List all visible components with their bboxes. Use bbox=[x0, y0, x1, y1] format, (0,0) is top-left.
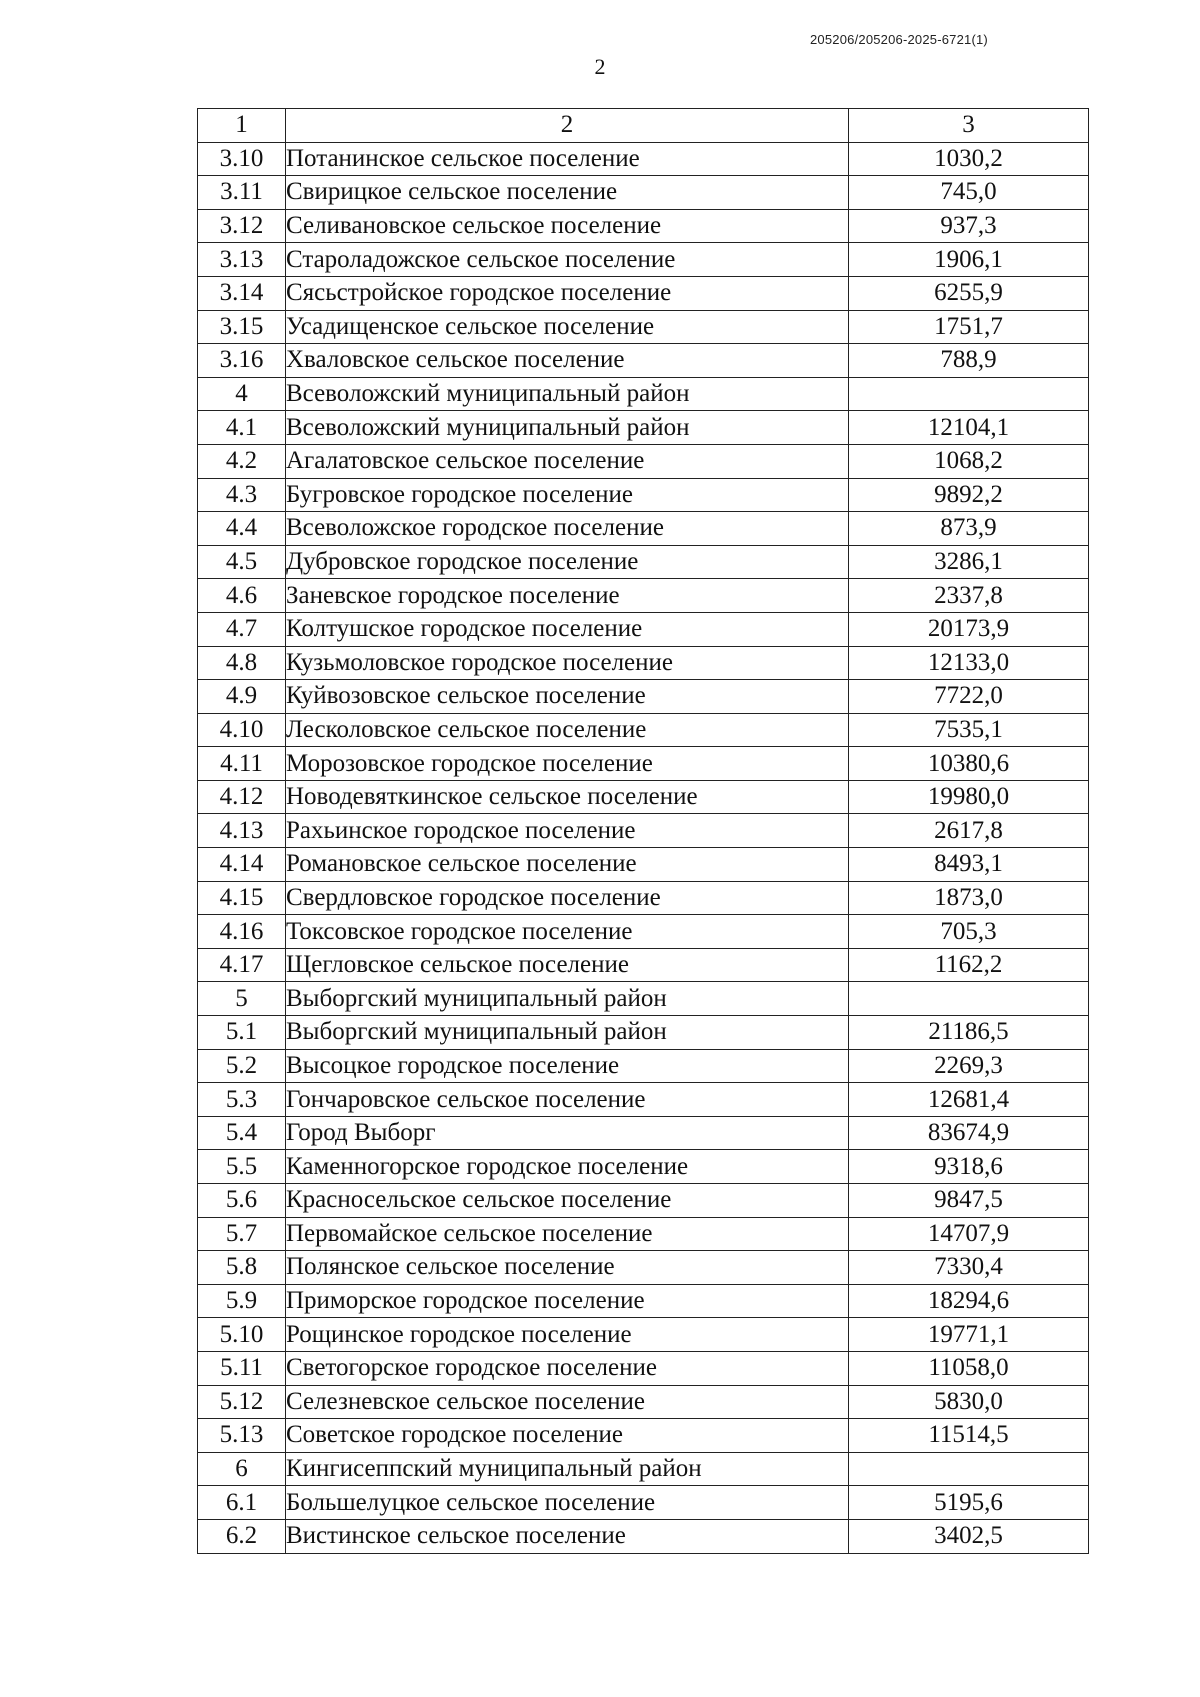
row-name-cell: Город Выборг bbox=[286, 1116, 849, 1150]
table-row bbox=[198, 1318, 1089, 1352]
row-name-cell: Лесколовское сельское поселение bbox=[286, 713, 849, 747]
row-number-cell: 5.10 bbox=[198, 1318, 286, 1352]
row-number-cell: 4.4 bbox=[198, 512, 286, 546]
row-value-cell: 873,9 bbox=[849, 512, 1089, 546]
row-value-cell: 14707,9 bbox=[849, 1217, 1089, 1251]
table-row bbox=[198, 1351, 1089, 1385]
row-value-cell: 7535,1 bbox=[849, 713, 1089, 747]
row-name-cell: Сясьстройское городское поселение bbox=[286, 276, 849, 310]
row-number-cell: 6.1 bbox=[198, 1486, 286, 1520]
row-value-cell: 1873,0 bbox=[849, 881, 1089, 915]
table-row bbox=[198, 276, 1089, 310]
table-row bbox=[198, 209, 1089, 243]
row-name-cell: Заневское городское поселение bbox=[286, 579, 849, 613]
row-number-cell: 4.3 bbox=[198, 478, 286, 512]
settlements-table bbox=[197, 108, 1089, 1554]
row-number-cell: 3.16 bbox=[198, 344, 286, 378]
column-header-value: 3 bbox=[849, 109, 1089, 143]
row-name-cell: Рахьинское городское поселение bbox=[286, 814, 849, 848]
row-value-cell: 3402,5 bbox=[849, 1519, 1089, 1553]
table-row bbox=[198, 1217, 1089, 1251]
table-row bbox=[198, 1251, 1089, 1285]
table-row bbox=[198, 1519, 1089, 1553]
row-number-cell: 3.11 bbox=[198, 176, 286, 210]
row-name-cell: Красносельское сельское поселение bbox=[286, 1184, 849, 1218]
table-row bbox=[198, 1284, 1089, 1318]
table-row bbox=[198, 1016, 1089, 1050]
table-row bbox=[198, 612, 1089, 646]
row-number-cell: 4.16 bbox=[198, 915, 286, 949]
row-number-cell: 6.2 bbox=[198, 1519, 286, 1553]
table-row bbox=[198, 344, 1089, 378]
row-value-cell: 5830,0 bbox=[849, 1385, 1089, 1419]
row-number-cell: 5.13 bbox=[198, 1419, 286, 1453]
row-name-cell: Советское городское поселение bbox=[286, 1419, 849, 1453]
table-row bbox=[198, 1452, 1089, 1486]
row-number-cell: 5.11 bbox=[198, 1351, 286, 1385]
row-name-cell: Хваловское сельское поселение bbox=[286, 344, 849, 378]
row-value-cell: 19980,0 bbox=[849, 780, 1089, 814]
table-row bbox=[198, 579, 1089, 613]
row-value-cell: 11514,5 bbox=[849, 1419, 1089, 1453]
row-number-cell: 3.12 bbox=[198, 209, 286, 243]
row-name-cell: Свирицкое сельское поселение bbox=[286, 176, 849, 210]
row-number-cell: 4.5 bbox=[198, 545, 286, 579]
row-number-cell: 6 bbox=[198, 1452, 286, 1486]
row-number-cell: 5.1 bbox=[198, 1016, 286, 1050]
row-name-cell: Кузьмоловское городское поселение bbox=[286, 646, 849, 680]
row-value-cell: 1906,1 bbox=[849, 243, 1089, 277]
row-number-cell: 4.1 bbox=[198, 411, 286, 445]
row-number-cell: 4.14 bbox=[198, 848, 286, 882]
row-value-cell: 83674,9 bbox=[849, 1116, 1089, 1150]
row-number-cell: 4.2 bbox=[198, 444, 286, 478]
row-name-cell: Светогорское городское поселение bbox=[286, 1351, 849, 1385]
row-value-cell: 9318,6 bbox=[849, 1150, 1089, 1184]
row-value-cell: 20173,9 bbox=[849, 612, 1089, 646]
table-row bbox=[198, 646, 1089, 680]
table-row bbox=[198, 780, 1089, 814]
row-number-cell: 4.17 bbox=[198, 948, 286, 982]
row-name-cell: Колтушское городское поселение bbox=[286, 612, 849, 646]
table-row bbox=[198, 176, 1089, 210]
row-name-cell: Морозовское городское поселение bbox=[286, 747, 849, 781]
row-name-cell: Рощинское городское поселение bbox=[286, 1318, 849, 1352]
table-row bbox=[198, 848, 1089, 882]
row-number-cell: 5.3 bbox=[198, 1083, 286, 1117]
row-number-cell: 4.12 bbox=[198, 780, 286, 814]
table-row bbox=[198, 545, 1089, 579]
row-number-cell: 5.9 bbox=[198, 1284, 286, 1318]
row-value-cell: 9847,5 bbox=[849, 1184, 1089, 1218]
row-name-cell: Выборгский муниципальный район bbox=[286, 982, 849, 1016]
table-row bbox=[198, 142, 1089, 176]
table-row bbox=[198, 915, 1089, 949]
row-name-cell: Первомайское сельское поселение bbox=[286, 1217, 849, 1251]
table-body bbox=[198, 142, 1089, 1553]
table-row bbox=[198, 478, 1089, 512]
row-name-cell: Агалатовское сельское поселение bbox=[286, 444, 849, 478]
table-row bbox=[198, 1486, 1089, 1520]
row-value-cell: 2269,3 bbox=[849, 1049, 1089, 1083]
row-value-cell bbox=[849, 982, 1089, 1016]
row-name-cell: Гончаровское сельское поселение bbox=[286, 1083, 849, 1117]
row-number-cell: 5.12 bbox=[198, 1385, 286, 1419]
row-name-cell: Селезневское сельское поселение bbox=[286, 1385, 849, 1419]
row-value-cell: 10380,6 bbox=[849, 747, 1089, 781]
table-row bbox=[198, 444, 1089, 478]
row-number-cell: 4.9 bbox=[198, 680, 286, 714]
row-number-cell: 3.14 bbox=[198, 276, 286, 310]
table-row bbox=[198, 1184, 1089, 1218]
row-number-cell: 5.2 bbox=[198, 1049, 286, 1083]
row-value-cell: 6255,9 bbox=[849, 276, 1089, 310]
row-number-cell: 4.13 bbox=[198, 814, 286, 848]
row-name-cell: Высоцкое городское поселение bbox=[286, 1049, 849, 1083]
row-name-cell: Дубровское городское поселение bbox=[286, 545, 849, 579]
row-value-cell: 745,0 bbox=[849, 176, 1089, 210]
row-number-cell: 3.15 bbox=[198, 310, 286, 344]
row-value-cell: 2337,8 bbox=[849, 579, 1089, 613]
table-row bbox=[198, 1150, 1089, 1184]
row-value-cell: 7722,0 bbox=[849, 680, 1089, 714]
table-row bbox=[198, 814, 1089, 848]
row-name-cell: Романовское сельское поселение bbox=[286, 848, 849, 882]
row-number-cell: 4.10 bbox=[198, 713, 286, 747]
row-name-cell: Полянское сельское поселение bbox=[286, 1251, 849, 1285]
table-row bbox=[198, 713, 1089, 747]
row-number-cell: 4.7 bbox=[198, 612, 286, 646]
row-number-cell: 4.11 bbox=[198, 747, 286, 781]
row-name-cell: Большелуцкое сельское поселение bbox=[286, 1486, 849, 1520]
table-row bbox=[198, 948, 1089, 982]
row-number-cell: 5.7 bbox=[198, 1217, 286, 1251]
row-value-cell: 12104,1 bbox=[849, 411, 1089, 445]
row-number-cell: 5.6 bbox=[198, 1184, 286, 1218]
row-value-cell: 18294,6 bbox=[849, 1284, 1089, 1318]
row-name-cell: Приморское городское поселение bbox=[286, 1284, 849, 1318]
row-name-cell: Всеволожский муниципальный район bbox=[286, 377, 849, 411]
row-name-cell: Вистинское сельское поселение bbox=[286, 1519, 849, 1553]
row-value-cell: 1068,2 bbox=[849, 444, 1089, 478]
row-value-cell: 705,3 bbox=[849, 915, 1089, 949]
row-value-cell: 5195,6 bbox=[849, 1486, 1089, 1520]
table-row bbox=[198, 243, 1089, 277]
row-value-cell: 19771,1 bbox=[849, 1318, 1089, 1352]
row-value-cell: 12133,0 bbox=[849, 646, 1089, 680]
row-name-cell: Куйвозовское сельское поселение bbox=[286, 680, 849, 714]
column-header-name: 2 bbox=[286, 109, 849, 143]
table-row bbox=[198, 982, 1089, 1016]
row-name-cell: Кингисеппский муниципальный район bbox=[286, 1452, 849, 1486]
row-number-cell: 4.8 bbox=[198, 646, 286, 680]
document-id: 205206/205206-2025-6721(1) bbox=[810, 32, 988, 47]
column-header-number: 1 bbox=[198, 109, 286, 143]
table-row bbox=[198, 881, 1089, 915]
row-value-cell: 1751,7 bbox=[849, 310, 1089, 344]
row-value-cell: 1162,2 bbox=[849, 948, 1089, 982]
row-value-cell: 2617,8 bbox=[849, 814, 1089, 848]
row-value-cell: 7330,4 bbox=[849, 1251, 1089, 1285]
row-number-cell: 4.6 bbox=[198, 579, 286, 613]
row-value-cell: 11058,0 bbox=[849, 1351, 1089, 1385]
row-number-cell: 5.5 bbox=[198, 1150, 286, 1184]
table-row bbox=[198, 1083, 1089, 1117]
table-row bbox=[198, 1419, 1089, 1453]
row-name-cell: Новодевяткинское сельское поселение bbox=[286, 780, 849, 814]
row-name-cell: Бугровское городское поселение bbox=[286, 478, 849, 512]
table-row bbox=[198, 680, 1089, 714]
row-number-cell: 3.10 bbox=[198, 142, 286, 176]
header-row bbox=[198, 109, 1089, 143]
table-row bbox=[198, 310, 1089, 344]
row-name-cell: Токсовское городское поселение bbox=[286, 915, 849, 949]
row-number-cell: 4 bbox=[198, 377, 286, 411]
row-name-cell: Свердловское городское поселение bbox=[286, 881, 849, 915]
row-value-cell: 788,9 bbox=[849, 344, 1089, 378]
table-header bbox=[198, 109, 1089, 143]
row-name-cell: Всеволожский муниципальный район bbox=[286, 411, 849, 445]
row-value-cell: 12681,4 bbox=[849, 1083, 1089, 1117]
row-number-cell: 5 bbox=[198, 982, 286, 1016]
table-row bbox=[198, 1385, 1089, 1419]
row-name-cell: Староладожское сельское поселение bbox=[286, 243, 849, 277]
row-value-cell bbox=[849, 1452, 1089, 1486]
table-row bbox=[198, 747, 1089, 781]
row-value-cell: 9892,2 bbox=[849, 478, 1089, 512]
row-value-cell: 937,3 bbox=[849, 209, 1089, 243]
row-value-cell: 1030,2 bbox=[849, 142, 1089, 176]
row-value-cell: 21186,5 bbox=[849, 1016, 1089, 1050]
row-name-cell: Всеволожское городское поселение bbox=[286, 512, 849, 546]
row-value-cell bbox=[849, 377, 1089, 411]
row-name-cell: Селивановское сельское поселение bbox=[286, 209, 849, 243]
row-value-cell: 3286,1 bbox=[849, 545, 1089, 579]
row-number-cell: 4.15 bbox=[198, 881, 286, 915]
row-name-cell: Потанинское сельское поселение bbox=[286, 142, 849, 176]
table-row bbox=[198, 512, 1089, 546]
row-name-cell: Щегловское сельское поселение bbox=[286, 948, 849, 982]
row-name-cell: Каменногорское городское поселение bbox=[286, 1150, 849, 1184]
table-row bbox=[198, 377, 1089, 411]
row-name-cell: Усадищенское сельское поселение bbox=[286, 310, 849, 344]
table-row bbox=[198, 1116, 1089, 1150]
row-name-cell: Выборгский муниципальный район bbox=[286, 1016, 849, 1050]
table-row bbox=[198, 1049, 1089, 1083]
row-number-cell: 5.4 bbox=[198, 1116, 286, 1150]
row-number-cell: 5.8 bbox=[198, 1251, 286, 1285]
row-value-cell: 8493,1 bbox=[849, 848, 1089, 882]
row-number-cell: 3.13 bbox=[198, 243, 286, 277]
page-number: 2 bbox=[594, 54, 606, 79]
table-row bbox=[198, 411, 1089, 445]
